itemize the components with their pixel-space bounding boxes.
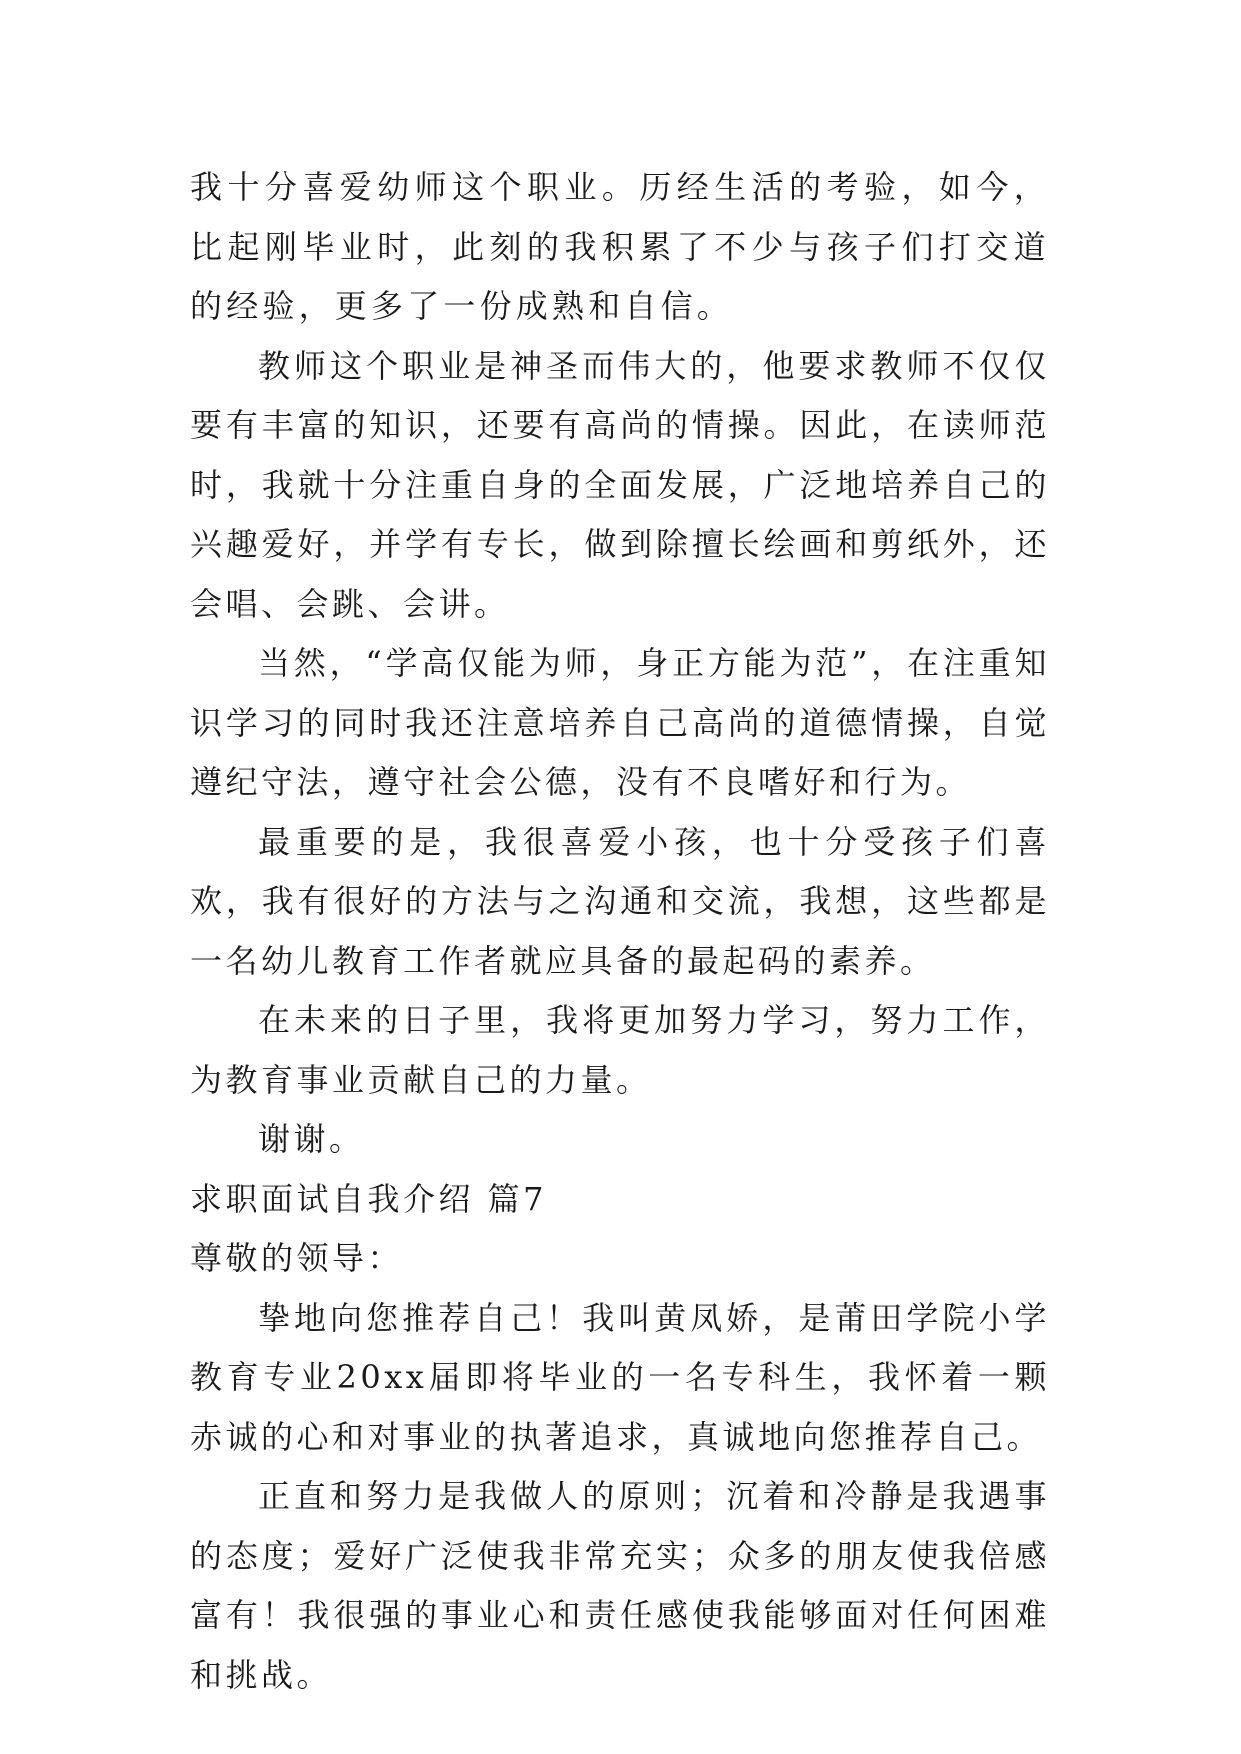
paragraph-moral-conduct: 当然，“学高仅能为师，身正方能为范”，在注重知识学习的同时我还注意培养自己高尚的道德情操，自觉遵纪守法，遵守社会公德，没有不良嗜好和行为。: [190, 644, 1050, 801]
salutation: 尊敬的领导：: [190, 1239, 404, 1277]
paragraph-principles: 正直和努力是我做人的原则；沉着和冷静是我遇事的态度；爱好广泛使我非常充实；众多的朋友使我倍感富有！我很强的事业心和责任感使我能够面对任何困难和挑战。: [190, 1477, 1050, 1694]
section-heading: 求职面试自我介绍 篇7: [190, 1179, 548, 1218]
paragraph-teacher-profession: 教师这个职业是神圣而伟大的，他要求教师不仅仅要有丰富的知识，还要有高尚的情操。因此，在读师范时，我就十分注重自身的全面发展，广泛地培养自己的兴趣爱好，并学有专长，做到除擅长绘画和剪纸外，还会唱、会跳、会讲。: [190, 346, 1050, 623]
paragraph-thanks: 谢谢。: [258, 1120, 365, 1158]
document-body: [190, 158, 1050, 1705]
paragraph-future: 在未来的日子里，我将更加努力学习，努力工作，为教育事业贡献自己的力量。: [190, 1001, 1050, 1099]
paragraph-love-children: 最重要的是，我很喜爱小孩，也十分受孩子们喜欢，我有很好的方法与之沟通和交流，我想，这些都是一名幼儿教育工作者就应具备的最起码的素养。: [190, 822, 1050, 980]
paragraph-self-recommend: 挚地向您推荐自己！我叫黄凤娇，是莆田学院小学教育专业20xx届即将毕业的一名专科生，我怀着一颗赤诚的心和对事业的执著追求，真诚地向您推荐自己。: [190, 1298, 1050, 1456]
paragraph-career-love: 我十分喜爱幼师这个职业。历经生活的考验，如今，比起刚毕业时，此刻的我积累了不少与孩子们打交道的经验，更多了一份成熟和自信。: [190, 168, 1050, 325]
